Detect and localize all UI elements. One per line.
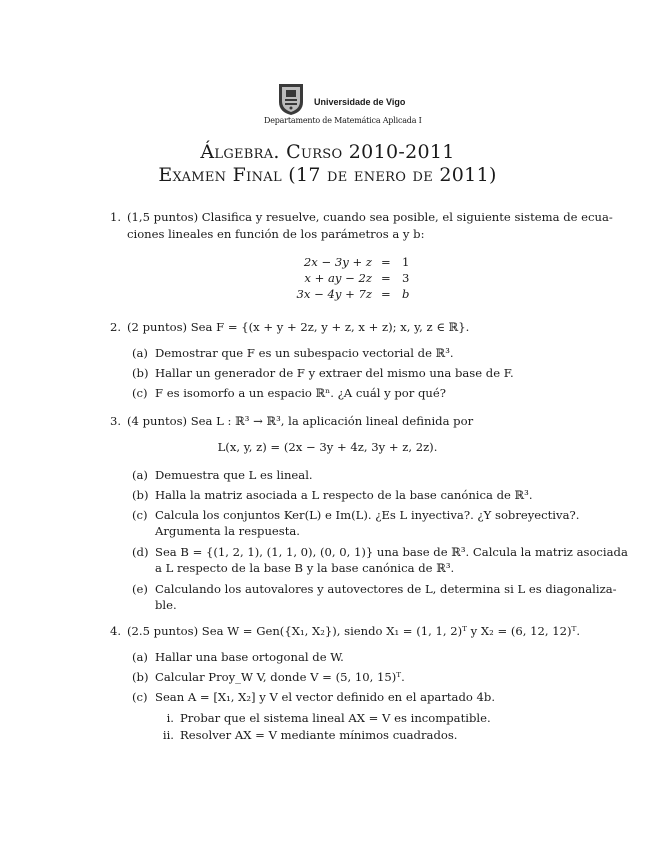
exam-subtitle: Examen Final (17 de enero de 2011) [158,164,497,186]
problem-3-text: (4 puntos) Sea L : ℝ³ → ℝ³, la aplicación lineal definida por [127,414,474,428]
problem-3-formula: L(x, y, z) = (2x − 3y + 4z, 3y + z, 2z). [217,440,438,454]
equation-eq: = [381,255,391,269]
subitem-label: i. [166,711,174,725]
item-text: Hallar un generador de F y extraer del mismo una base de F. [155,366,514,380]
equation-eq: = [381,287,391,301]
header [0,80,655,130]
problem-4-text: (2.5 puntos) Sea W = Gen({X₁, X₂}), siendo X₁ = (1, 1, 2)ᵀ y X₂ = (6, 12, 12)ᵀ. [127,624,581,638]
university-name: Universidade de Vigo [314,97,406,107]
item-text: Halla la matriz asociada a L respecto de la base canónica de ℝ³. [155,488,533,502]
item-text: a L respecto de la base B y la base canónica de ℝ³. [155,561,455,575]
item-text: Calculando los autovalores y autovectores de L, determina si L es diagonaliza- [155,582,617,596]
item-text: Demuestra que L es lineal. [155,468,313,482]
exam-title: Álgebra. Curso 2010-2011 [200,141,455,163]
problem-3-number: 3. [110,414,122,428]
subitem-label: ii. [162,728,174,742]
item-text: Calcular Proy_W V, donde V = (5, 10, 15)ᵀ. [155,670,405,684]
item-label: (c) [132,690,148,704]
item-label: (e) [132,582,148,596]
item-text: Demostrar que F es un subespacio vectorial de ℝ³. [155,346,454,360]
department-name: Departamento de Matemática Aplicada I [264,116,422,125]
item-label: (b) [132,670,149,684]
item-text: Sean A = [X₁, X₂] y V el vector definido en el apartado 4b. [155,690,496,704]
equation-rhs: 3 [402,271,410,285]
equation-lhs: 3x − 4y + 7z [296,287,372,301]
item-text: ble. [155,598,177,612]
item-text: F es isomorfo a un espacio ℝⁿ. ¿A cuál y por qué? [155,386,446,400]
problem-4-number: 4. [110,624,122,638]
problem-2-number: 2. [110,320,122,334]
item-text: Sea B = {(1, 2, 1), (1, 1, 0), (0, 0, 1)} una base de ℝ³. Calcula la matriz asociada [155,545,628,559]
problem-1-number: 1. [110,210,122,224]
problem-1-text: ciones lineales en función de los parámetros a y b: [127,227,425,241]
item-text: Hallar una base ortogonal de W. [155,650,344,664]
item-label: (a) [132,346,148,360]
equation-rhs: b [402,287,410,301]
item-text: Calcula los conjuntos Ker(L) e Im(L). ¿Es L inyectiva?. ¿Y sobreyectiva?. [155,508,580,522]
item-label: (b) [132,488,149,502]
item-label: (b) [132,366,149,380]
subitem-text: Resolver AX = V mediante mínimos cuadrados. [180,728,458,742]
item-label: (d) [132,545,149,559]
item-label: (a) [132,650,148,664]
item-label: (c) [132,386,148,400]
equation-lhs: 2x − 3y + z [303,255,372,269]
item-text: Argumenta la respuesta. [155,524,300,538]
item-label: (c) [132,508,148,522]
equation-rhs: 1 [402,255,410,269]
equation-eq: = [381,271,391,285]
item-label: (a) [132,468,148,482]
subitem-text: Probar que el sistema lineal AX = V es incompatible. [180,711,491,725]
problem-2-text: (2 puntos) Sea F = {(x + y + 2z, y + z, x + z); x, y, z ∈ ℝ}. [127,320,470,334]
equation-lhs: x + ay − 2z [304,271,372,285]
problem-1-text: (1,5 puntos) Clasifica y resuelve, cuando sea posible, el siguiente sistema de ecua- [127,210,613,224]
university-seal-icon [277,82,305,116]
